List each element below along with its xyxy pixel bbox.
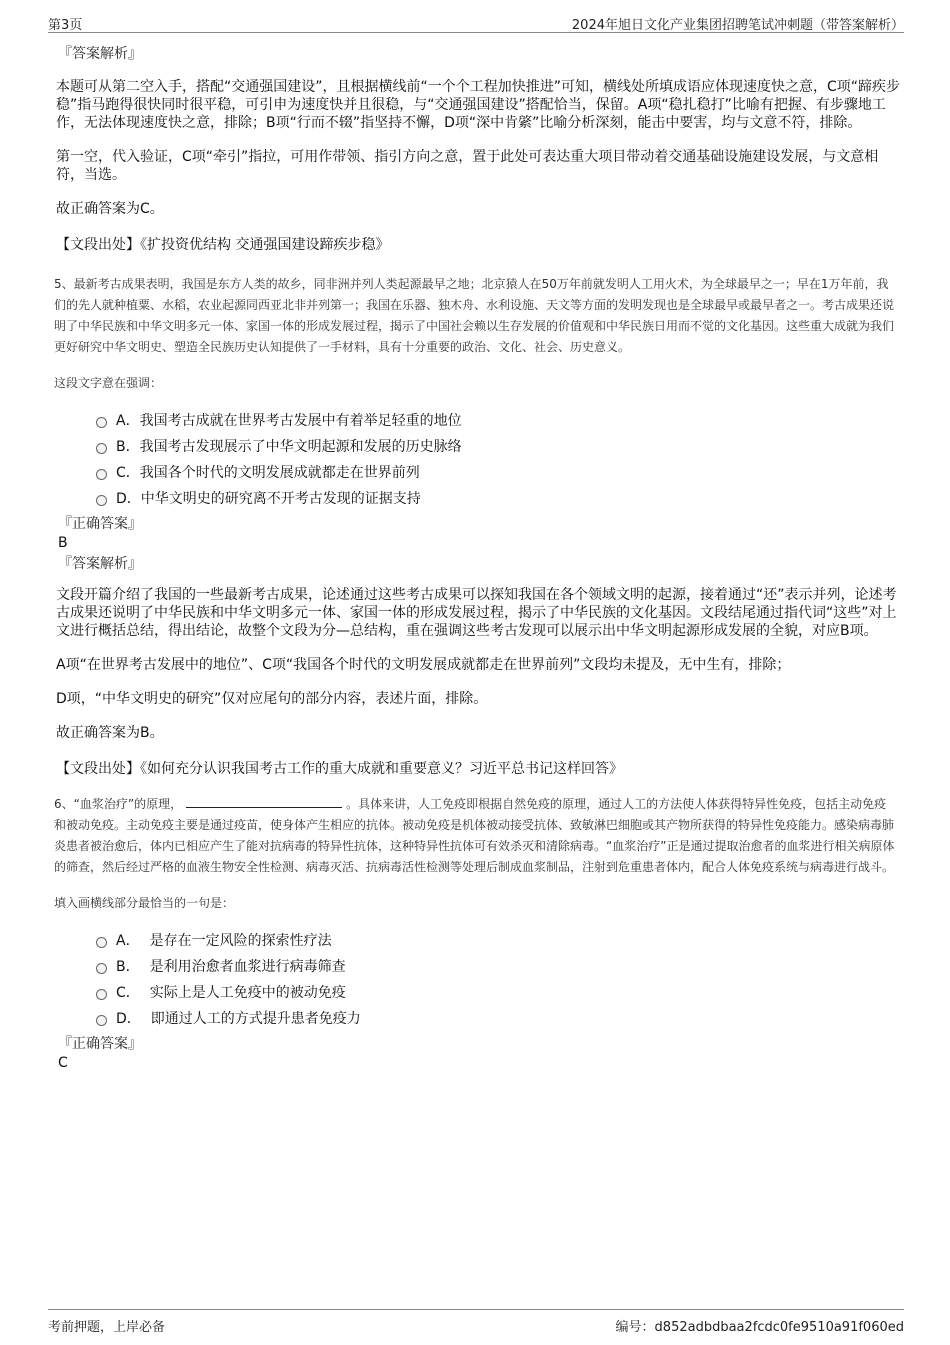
q4-analysis-paragraph-1: 本题可从第二空入手，搭配“交通强国建设”，且根据横线前“一个个工程加快推进”可知，横线处所填成语应体现速度快之意，C项“蹄疾步稳”指马跑得很快同时很平稳，可引申为速度快并且很稳，与“交通强国建设”搭配恰当，保留。A项“稳扎稳打”比喻有把握、有步骤地工作，无法体现速度快之意，排除；B项“行而不辍”指坚持不懈，D项“深中肯綮”比喻分析深刻，能击中要害，均与文意不符，排除。 xyxy=(56,79,901,131)
q5-question-text: 5、最新考古成果表明，我国是东方人类的故乡，同非洲并列人类起源最早之地；北京猿人在50万年前就发明人工用火术，为全球最早之一；早在1万年前，我们的先人就种植粟、水稻，农业起源同西亚北非并列第一；我国在乐器、独木舟、水利设施、天文等方面的发明发现也是全球最早或最早者之一。考古成果还说明了中华民族和中华文明多元一体、家国一体的形成发展过程，揭示了中国社会赖以生存发展的价值观和中华民族日用而不觉的文化基因。这些重大成就为我们更好研究中华文明史、塑造全民族历史认知提供了一手材料，具有十分重要的政治、文化、社会、历史意义。 xyxy=(54,277,895,354)
option-key: D． xyxy=(116,491,141,507)
q6-answer-label: 『正确答案』 xyxy=(58,1036,142,1052)
q6-option-d[interactable] xyxy=(96,1006,906,1032)
option-text: 是利用治愈者血浆进行病毒筛查 xyxy=(149,959,346,975)
option-text: 中华文明史的研究离不开考古发现的证据支持 xyxy=(140,491,421,507)
radio-icon[interactable] xyxy=(96,495,107,506)
document-title: 2024年旭日文化产业集团招聘笔试冲刺题（带答案解析） xyxy=(571,18,904,33)
q5-conclusion: 故正确答案为B。 xyxy=(56,725,164,741)
q5-option-d[interactable] xyxy=(96,486,906,512)
option-key: B． xyxy=(116,959,140,975)
page-number: 第3页 xyxy=(48,18,83,33)
option-key: D． xyxy=(116,1011,141,1027)
radio-icon[interactable] xyxy=(96,937,107,948)
radio-icon[interactable] xyxy=(96,989,107,1000)
option-key: C． xyxy=(116,985,140,1001)
page-header xyxy=(48,10,904,33)
q5-analysis-label: 『答案解析』 xyxy=(58,556,142,572)
q5-options xyxy=(96,408,906,512)
q6-option-b[interactable] xyxy=(96,954,906,980)
q6-question-start: 6、“血浆治疗”的原理， xyxy=(54,797,183,811)
option-text: 即通过人工的方式提升患者免疫力 xyxy=(150,1011,361,1027)
option-text: 我国各个时代的文明发展成就都走在世界前列 xyxy=(139,465,420,481)
q5-analysis-paragraph-1: 文段开篇介绍了我国的一些最新考古成果，论述通过这些考古成果可以探知我国在各个领域文明的起源，接着通过“还”表示并列，论述考古成果还说明了中华民族和中华文明多元一体、家国一体的形成发展过程，揭示了中华民族的文化基因。文段结尾通过指代词“这些”对上文进行概括总结，得出结论，故整个文段为分—总结构，重在强调这些考古发现可以展示出中华文明起源形成发展的全貌，对应B项。 xyxy=(56,587,897,639)
option-key: A． xyxy=(116,933,140,949)
q5-answer-label: 『正确答案』 xyxy=(58,516,142,532)
radio-icon[interactable] xyxy=(96,443,107,454)
page-footer xyxy=(48,1309,904,1338)
document-id: 编号：d852adbdbaa2fcdc0fe9510a91f060ed xyxy=(615,1320,904,1335)
option-key: C． xyxy=(116,465,140,481)
q6-option-a[interactable] xyxy=(96,928,906,954)
radio-icon[interactable] xyxy=(96,469,107,480)
q6-option-c[interactable] xyxy=(96,980,906,1006)
q5-prompt: 这段文字意在强调： xyxy=(54,376,163,390)
q4-analysis-paragraph-2: 第一空，代入验证，C项“牵引”指拉，可用作带领、指引方向之意，置于此处可表达重大项目带动着交通基础设施建设发展，与文意相符，当选。 xyxy=(56,149,879,183)
q4-source: 【文段出处】《扩投资优结构 交通强国建设蹄疾步稳》 xyxy=(56,237,390,253)
fill-in-blank xyxy=(186,795,342,808)
option-text: 我国考古发现展示了中华文明起源和发展的历史脉络 xyxy=(139,439,462,455)
q5-analysis-paragraph-2: A项“在世界考古发展中的地位”、C项“我国各个时代的文明发展成就都走在世界前列”文段均未提及，无中生有，排除； xyxy=(56,657,791,673)
q5-analysis-paragraph-3: D项，“中华文明史的研究”仅对应尾句的部分内容，表述片面，排除。 xyxy=(56,691,488,707)
q6-prompt: 填入画横线部分最恰当的一句是： xyxy=(54,896,235,910)
option-text: 实际上是人工免疫中的被动免疫 xyxy=(149,985,346,1001)
radio-icon[interactable] xyxy=(96,417,107,428)
q6-question-text xyxy=(54,794,898,878)
option-text: 我国考古成就在世界考古发展中有着举足轻重的地位 xyxy=(139,413,462,429)
radio-icon[interactable] xyxy=(96,963,107,974)
q6-options xyxy=(96,928,906,1032)
footer-slogan: 考前押题，上岸必备 xyxy=(48,1320,166,1335)
q4-analysis-label: 『答案解析』 xyxy=(58,46,142,62)
q5-option-c[interactable] xyxy=(96,460,906,486)
q5-source: 【文段出处】《如何充分认识我国考古工作的重大成就和重要意义？习近平总书记这样回答》 xyxy=(56,761,623,777)
page-content xyxy=(56,44,906,1072)
q6-question-rest: 。具体来讲，人工免疫即根据自然免疫的原理，通过人工的方法使人体获得特异性免疫，包括主动免疫和被动免疫。主动免疫主要是通过疫苗，使身体产生相应的抗体。被动免疫是机体被动接受抗体、致敏淋巴细胞或其产物所获得的特异性免疫能力。感染病毒肺炎患者被治愈后，体内已相应产生了能对抗病毒的特异性抗体，这种特异性抗体可有效杀灭和清除病毒。“血浆治疗”正是通过提取治愈者的血浆进行相关病原体的筛查，然后经过严格的血液生物安全性检测、病毒灭活、抗病毒活性检测等处理后制成血浆制品，注射到危重患者体内，配合人体免疫系统与病毒进行战斗。 xyxy=(54,797,895,874)
option-key: A． xyxy=(116,413,140,429)
q4-conclusion: 故正确答案为C。 xyxy=(56,201,164,217)
q5-answer: B xyxy=(58,535,68,551)
q6-answer: C xyxy=(58,1055,68,1071)
radio-icon[interactable] xyxy=(96,1015,107,1026)
option-key: B． xyxy=(116,439,140,455)
q5-option-b[interactable] xyxy=(96,434,906,460)
option-text: 是存在一定风险的探索性疗法 xyxy=(149,933,332,949)
q5-option-a[interactable] xyxy=(96,408,906,434)
